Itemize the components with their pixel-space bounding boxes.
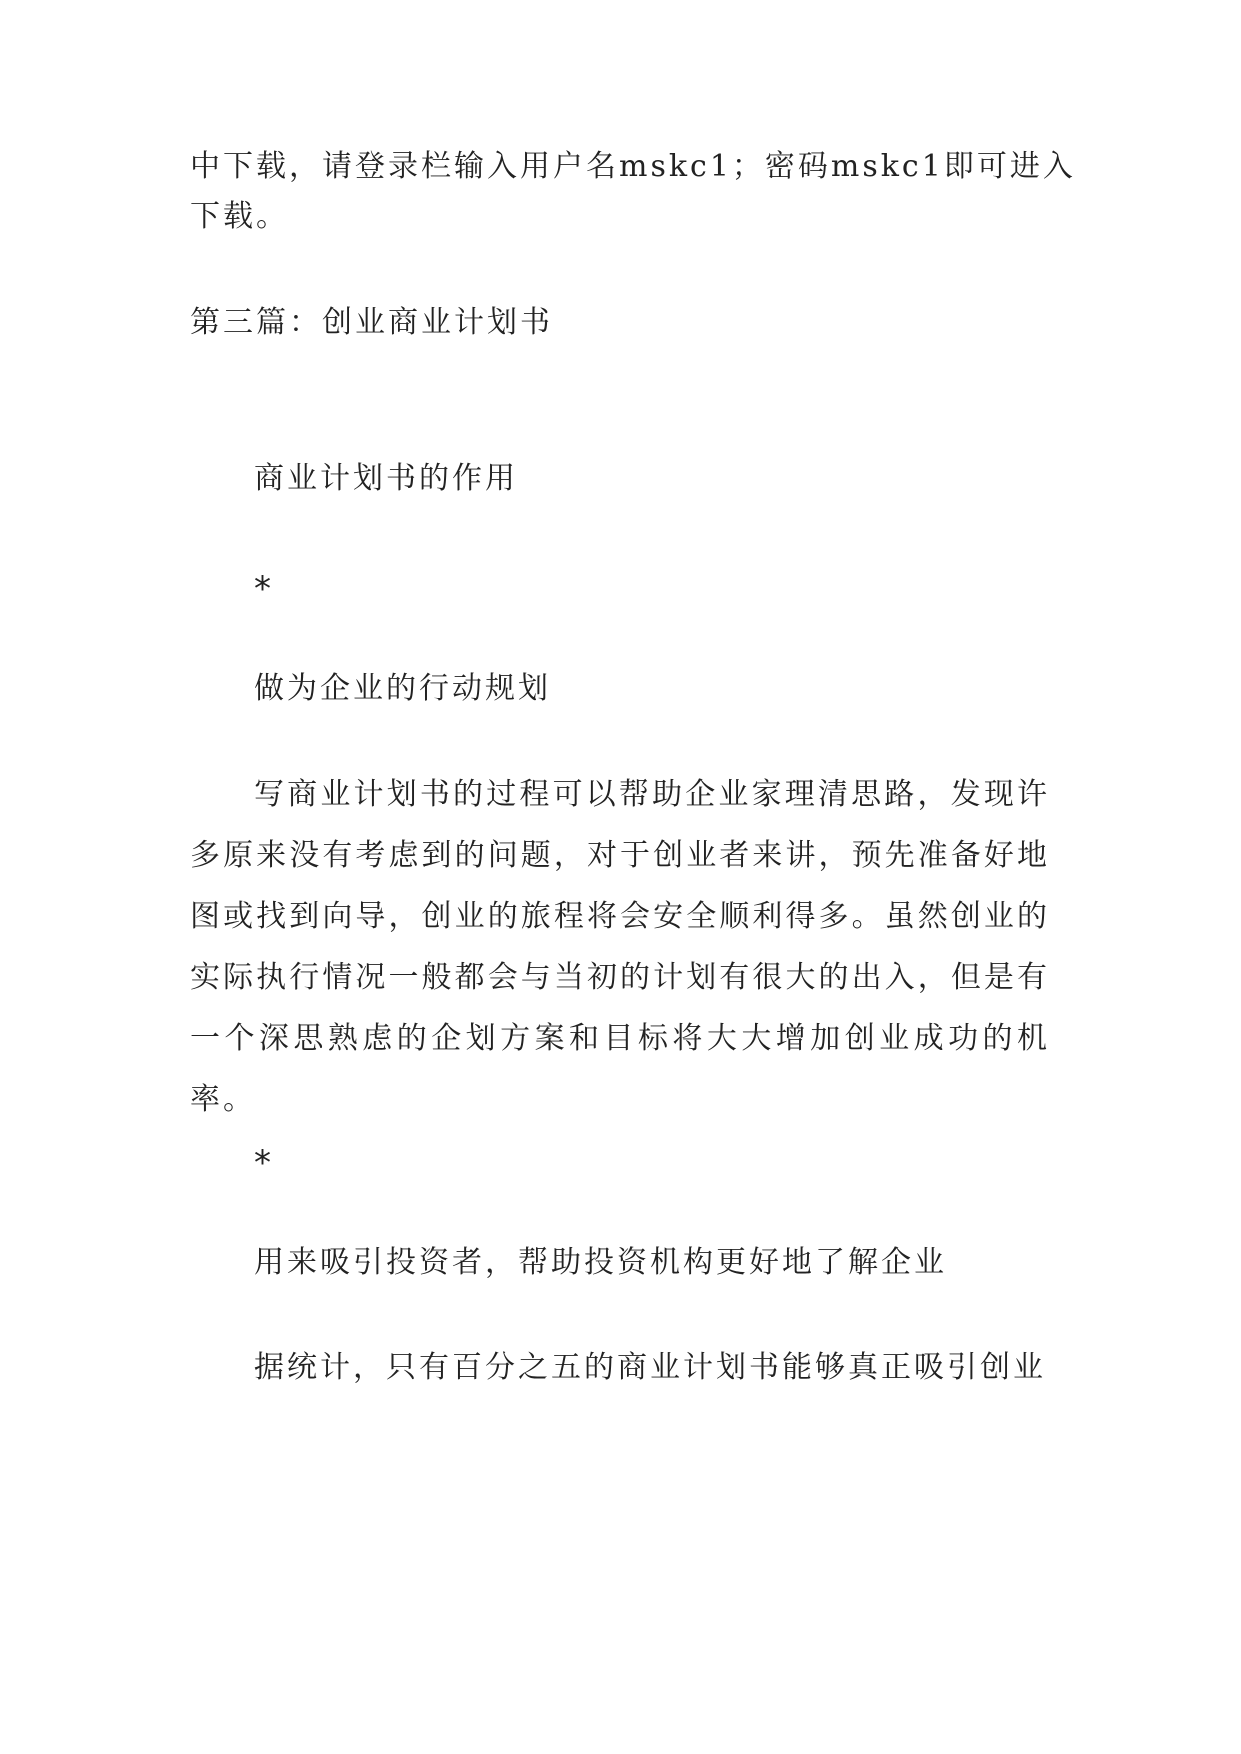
body-paragraph: 写商业计划书的过程可以帮助企业家理清思路，发现许多原来没有考虑到的问题，对于创业者来讲，预先准备好地图或找到向导，创业的旅程将会安全顺利得多。虽然创业的实际执行情况一般都会与当初的计划有很大的出入，但是有一个深思熟虑的企划方案和目标将大大增加创业成功的机率。 xyxy=(190,777,1050,1117)
subheading: 做为企业的行动规划 xyxy=(254,671,551,706)
section-title: 商业计划书的作用 xyxy=(254,461,518,496)
body-paragraph: 据统计，只有百分之五的商业计划书能够真正吸引创业 xyxy=(254,1350,1046,1385)
chapter-title: 第三篇：创业商业计划书 xyxy=(190,305,553,340)
bullet-marker: * xyxy=(254,569,271,609)
intro-line-1: 中下载，请登录栏输入用户名mskc1；密码mskc1即可进入 xyxy=(190,149,1076,184)
bullet-marker: * xyxy=(254,1143,271,1183)
intro-line-2: 下载。 xyxy=(190,199,289,234)
subheading: 用来吸引投资者，帮助投资机构更好地了解企业 xyxy=(254,1245,947,1280)
